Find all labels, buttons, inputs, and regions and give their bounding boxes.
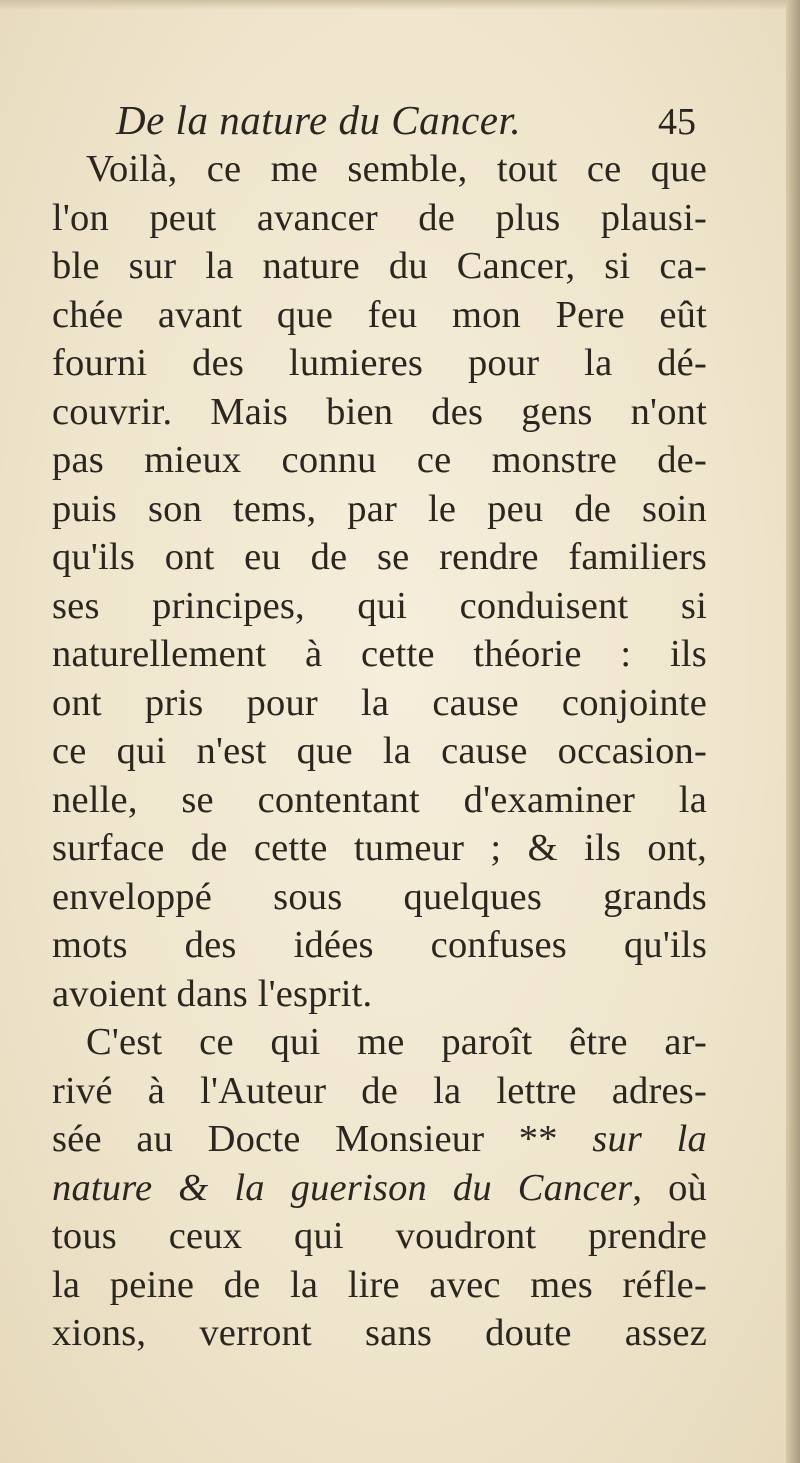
text-line: nelle, se contentant d'examiner la <box>52 778 707 821</box>
text-line: rivé à l'Auteur de la lettre adres- <box>52 1069 707 1112</box>
text-line: ce qui n'est que la cause occasion- <box>52 730 707 772</box>
text-line: enveloppé sous quelques grands <box>52 875 707 918</box>
text-line: la peine de la lire avec mes réfle- <box>52 1263 707 1306</box>
text-line: couvrir. Mais bien des gens n'ont <box>52 390 707 433</box>
running-title: De la nature du Cancer. <box>116 97 522 143</box>
text-line: qu'ils ont eu de se rendre familiers <box>52 536 707 578</box>
page-right-edge <box>786 0 800 1463</box>
text-line: naturellement à cette théorie : ils <box>52 633 707 675</box>
text-line: surface de cette tumeur ; & ils ont, <box>52 827 707 869</box>
text-line: fourni des lumieres pour la dé- <box>52 342 707 384</box>
page-header <box>116 96 696 144</box>
text-line: ses principes, qui conduisent si <box>52 584 707 627</box>
text-line: ble sur la nature du Cancer, si ca- <box>52 245 707 287</box>
text-line: avoient dans l'esprit. <box>52 972 373 1015</box>
text-line-mixed <box>52 1115 707 1164</box>
text-run: sée au Docte Monsieur ** <box>52 1118 593 1160</box>
text-line: puis son tems, par le peu de soin <box>52 487 707 530</box>
text-line-mixed <box>52 1164 707 1213</box>
body-text <box>52 145 707 1358</box>
text-line: ont pris pour la cause conjointe <box>52 681 707 724</box>
text-line: l'on peut avancer de plus plausi- <box>52 196 707 239</box>
page-top-edge <box>0 0 800 10</box>
italic-title-run: nature & la guerison du Cancer <box>52 1166 633 1209</box>
text-line: pas mieux connu ce monstre de- <box>52 439 707 481</box>
text-line: mots des idées confuses qu'ils <box>52 924 707 966</box>
text-line: tous ceux qui voudront prendre <box>52 1215 707 1257</box>
italic-title-run: sur la <box>592 1118 707 1160</box>
text-line: xions, verront sans doute assez <box>52 1312 707 1354</box>
text-line: Voilà, ce me semble, tout ce que <box>86 148 707 190</box>
text-run: , où <box>632 1166 707 1209</box>
page-number: 45 <box>658 101 696 143</box>
text-line: chée avant que feu mon Pere eût <box>52 293 707 336</box>
text-line: C'est ce qui me paroît être ar- <box>86 1021 707 1063</box>
